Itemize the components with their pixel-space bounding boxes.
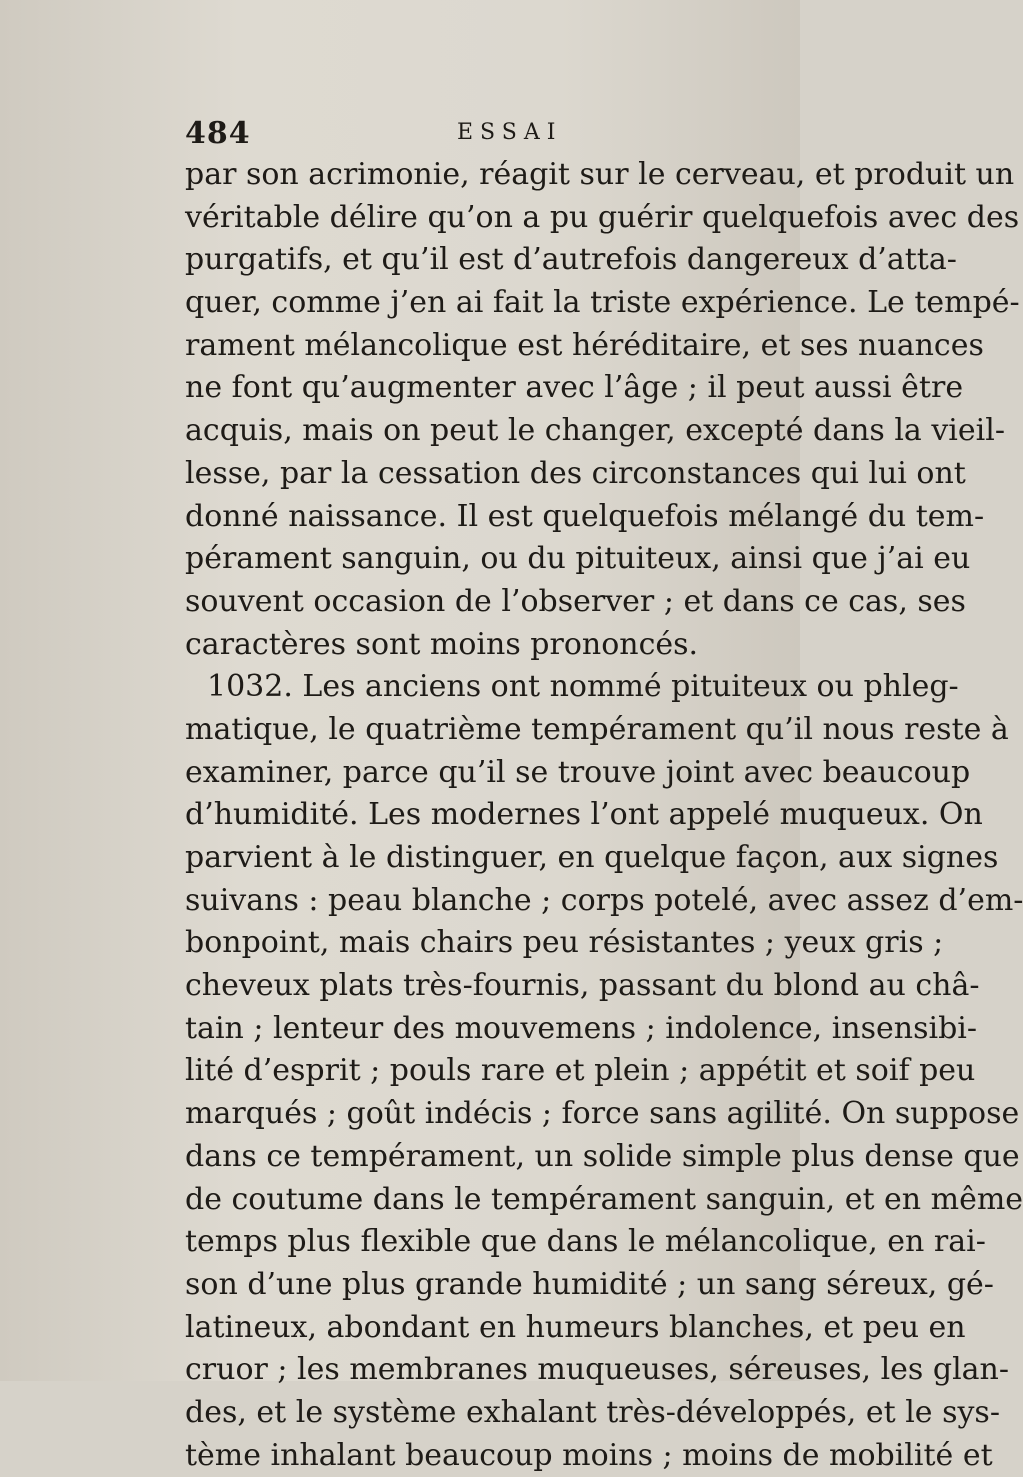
- text-line: tain ; lenteur des mouvemens ; indolence, insensibi-: [185, 1010, 978, 1046]
- text-line: parvient à le distinguer, en quelque façon, aux signes: [185, 840, 999, 875]
- text-line: marqués ; goût indécis ; force sans agilité. On suppose: [185, 1096, 1020, 1132]
- text-line: par son acrimonie, réagit sur le cerveau, et produit un: [185, 157, 1015, 192]
- text-line: latineux, abondant en humeurs blanches, et peu en: [185, 1309, 966, 1345]
- text-line: suivans : peau blanche ; corps potelé, avec assez d’em-: [185, 882, 1023, 918]
- text-line: examiner, parce qu’il se trouve joint avec beaucoup: [185, 754, 971, 790]
- page-number: 484: [185, 116, 251, 151]
- paragraph-start-line: 1032. Les anciens ont nommé pituiteux ou phleg-: [207, 669, 959, 705]
- page-header: [185, 116, 685, 156]
- body-text: [185, 154, 1023, 1477]
- text-line: de coutume dans le tempérament sanguin, et en même: [185, 1181, 1023, 1217]
- text-line: pérament sanguin, ou du pituiteux, ainsi que j’ai eu: [185, 541, 971, 577]
- text-line: d’humidité. Les modernes l’ont appelé muqueux. On: [185, 797, 983, 833]
- text-line: cruor ; les membranes muqueuses, séreuses, les glan-: [185, 1352, 1010, 1388]
- text-line: lesse, par la cessation des circonstances qui lui ont: [185, 455, 966, 491]
- text-line: purgatifs, et qu’il est d’autrefois dangereux d’atta-: [185, 242, 957, 278]
- text-line: dans ce tempérament, un solide simple plus dense que: [185, 1138, 1020, 1174]
- text-line: son d’une plus grande humidité ; un sang séreux, gé-: [185, 1266, 994, 1302]
- text-line: des, et le système exhalant très-développés, et le sys-: [185, 1394, 1000, 1430]
- text-line: acquis, mais on peut le changer, excepté dans la vieil-: [185, 413, 1005, 449]
- text-line: souvent occasion de l’observer ; et dans ce cas, ses: [185, 583, 966, 619]
- text-line: matique, le quatrième tempérament qu’il nous reste à: [185, 711, 1009, 747]
- paragraph-end-line: caractères sont moins prononcés.: [185, 626, 699, 662]
- text-line: ne font qu’augmenter avec l’âge ; il peut aussi être: [185, 370, 964, 406]
- text-line: lité d’esprit ; pouls rare et plein ; appétit et soif peu: [185, 1053, 976, 1089]
- text-line: cheveux plats très-fournis, passant du blond au châ-: [185, 968, 980, 1004]
- text-line: bonpoint, mais chairs peu résistantes ; yeux gris ;: [185, 925, 944, 961]
- text-line: tème inhalant beaucoup moins ; moins de mobilité et: [185, 1437, 993, 1473]
- text-line: véritable délire qu’on a pu guérir quelquefois avec des: [185, 199, 1020, 235]
- text-line: donné naissance. Il est quelquefois mélangé du tem-: [185, 498, 985, 534]
- text-line: quer, comme j’en ai fait la triste expérience. Le tempé-: [185, 285, 1020, 321]
- text-line: rament mélancolique est héréditaire, et ses nuances: [185, 327, 984, 363]
- text-line: temps plus flexible que dans le mélancolique, en rai-: [185, 1224, 986, 1260]
- running-title: ESSAI: [457, 120, 563, 145]
